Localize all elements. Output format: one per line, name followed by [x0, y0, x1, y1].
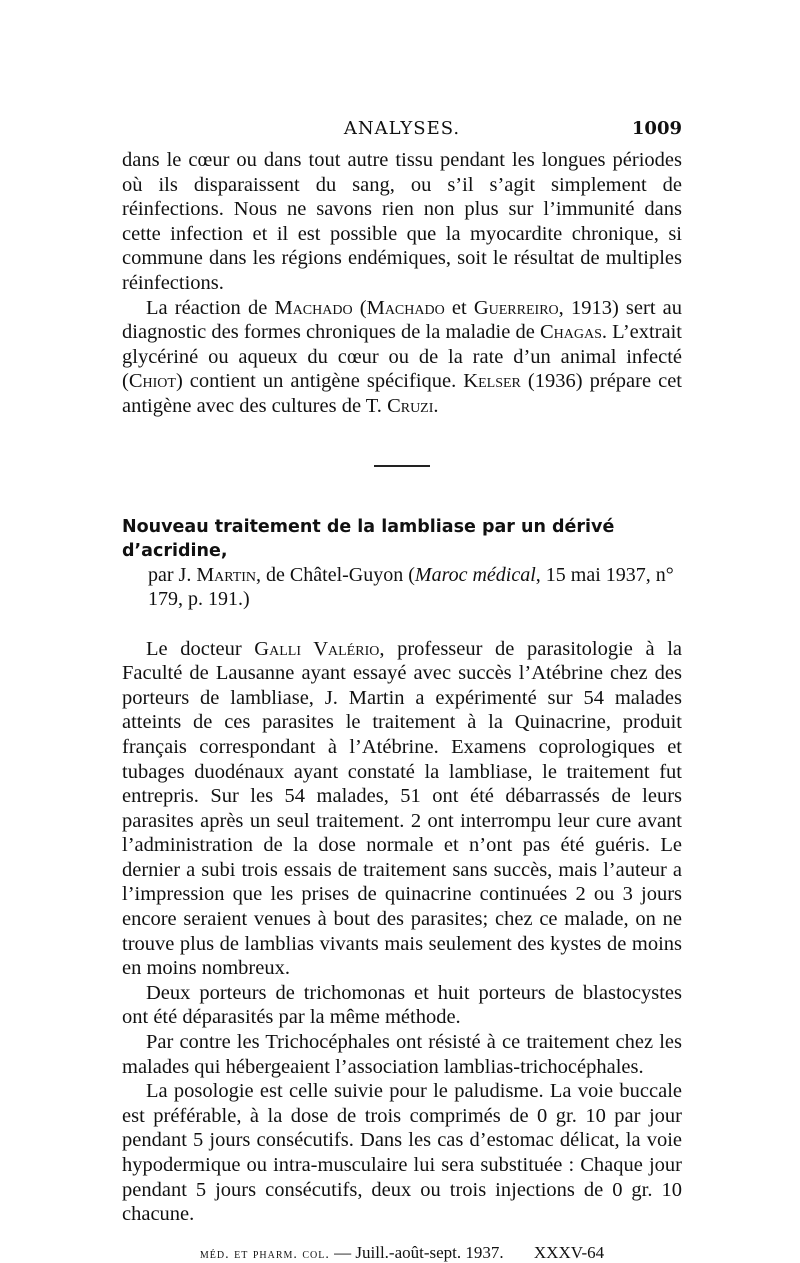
journal-name: Maroc médical: [414, 563, 536, 586]
author-name: Machado: [366, 296, 445, 319]
paragraph-trichocephales: Par contre les Trichocéphales ont résisté à ce traitement chez les malades qui hébergeaient l’association lamblias-trichocéphales.: [122, 1031, 682, 1078]
author-name: Chagas: [540, 321, 602, 344]
author-name: Galli Valério: [254, 637, 380, 660]
page-number: 1009: [631, 118, 682, 139]
paragraph-treatment: Le docteur Galli Valério, professeur de parasitologie à la Faculté de Lausanne ayant essayé avec succès l’Atébrine chez des porteurs de lambliase, J. Martin a expérimenté sur 54 malades atteints de ces parasites le traitement à la Quinacrine, produit français correspondant à l’Atébrine. Examens coprologiques et tubages duodénaux ayant constaté la lambliase, le traitement fut entrepris. Sur les 54 malades, 51 ont été débarrassés de leurs parasites après un seul traitement. 2 ont interrompu leur cure avant l’administration de la dose normale et n’ont pas été guéris. Le dernier a subi trois essais de traitement sans succès, mais l’auteur a l’impression que les prises de quinacrine continuées 2 ou 3 jours encore seraient venues à bout des parasites; chez ce malade, on ne trouve plus de lamblias vivants mais seulement des kystes de moins en moins nombreux.: [122, 637, 682, 980]
author-name: Guerreiro: [473, 296, 559, 319]
section-divider: [374, 465, 430, 467]
paragraph-posologie: La posologie est celle suivie pour le paludisme. La voie buccale est préférable, à la dose de trois comprimés de 0 gr. 10 par jour pendant 5 jours consécutifs. Dans les cas d’estomac délicat, la voie hypodermique ou intra-musculaire lui sera substituée : Chaque jour pendant 5 jours consécutifs, deux ou trois injections de 0 gr. 10 chacune.: [122, 1080, 682, 1226]
species-name: Cruzi: [387, 394, 434, 417]
article-author: Martin: [196, 563, 257, 586]
document-page: [122, 112, 682, 1263]
author-name: Kelser: [463, 370, 521, 393]
footer-volume: XXXV-64: [533, 1242, 605, 1262]
article-citation: par J. Martin, de Châtel-Guyon (Maroc médical, 15 mai 1937, n° 179, p. 191.): [148, 563, 674, 610]
term-name: Chiot: [128, 370, 176, 393]
paragraph-continued: dans le cœur ou dans tout autre tissu pendant les longues périodes où ils disparaissent du sang, ou s’il s’agit simplement de réinfections. Nous ne savons rien non plus sur l’immunité dans cette infection et il est possible que la myocardite chronique, si commune dans les régions endémiques, soit le résultat de multiples réinfections.: [122, 149, 682, 294]
article-title: Nouveau traitement de la lambliase par un dérivé d’acridine,: [122, 516, 615, 561]
page-footer: [122, 1243, 682, 1263]
footer-dash: —: [334, 1242, 352, 1262]
author-name: Machado: [274, 296, 353, 319]
header-title: ANALYSES.: [343, 118, 461, 139]
paragraph-machado-reaction: La réaction de Machado (Machado et Guerreiro, 1913) sert au diagnostic des formes chroniques de la maladie de Chagas. L’extrait glycériné ou aqueux du cœur ou de la rate d’un animal infecté (Chiot) contient un antigène spécifique. Kelser (1936) prépare cet antigène avec des cultures de T. Cruzi.: [122, 296, 683, 417]
footer-journal: méd. et pharm. col.: [199, 1246, 330, 1262]
paragraph-trichomonas: Deux porteurs de trichomonas et huit porteurs de blastocystes ont été déparasités par la même méthode.: [122, 981, 682, 1029]
footer-date: Juill.-août-sept. 1937.: [355, 1242, 504, 1262]
article-body: [122, 637, 682, 1227]
running-header: [122, 112, 682, 148]
